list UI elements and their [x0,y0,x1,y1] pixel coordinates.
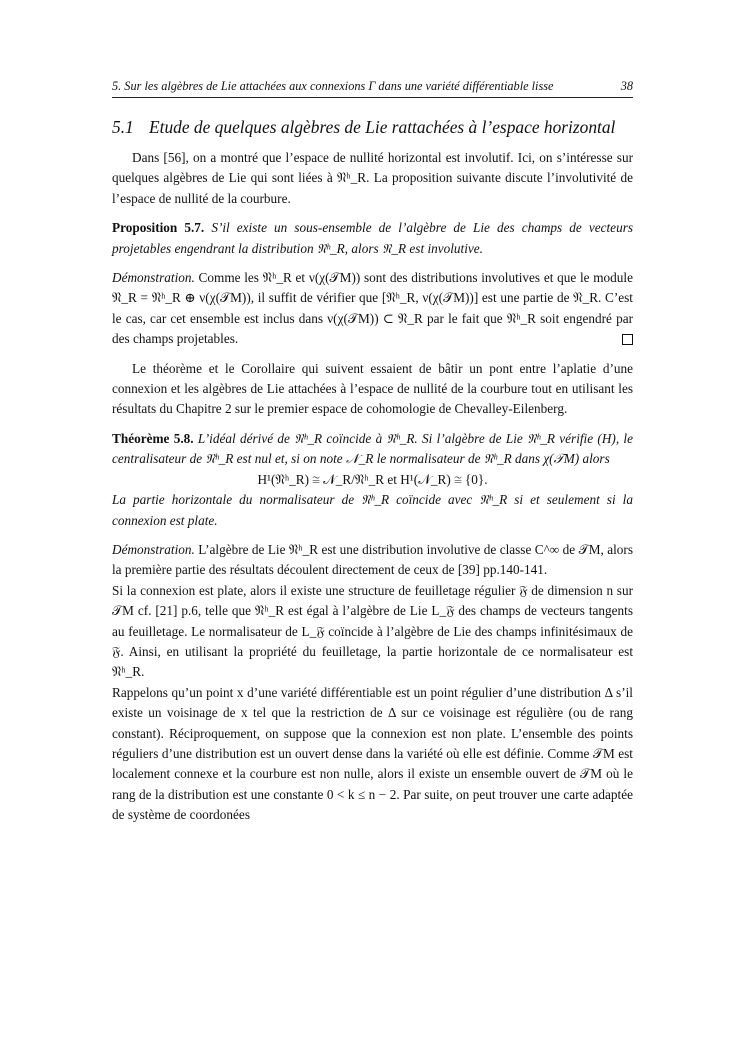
theorem-statement: L’idéal dérivé de 𝔑ʰ_R coïncide à 𝔑ʰ_R. Si l’algèbre de Lie 𝔑ʰ_R vérifie (H), le centralisateur de 𝔑ʰ_R est nul et, si on note 𝒩_R le normalisateur de 𝔑ʰ_R dans χ(𝒯M) alors [112,430,633,467]
proof-1-label: Démonstration. [112,270,195,286]
proof-2-p1 [112,540,633,581]
proof-2-p3: Rappelons qu’un point x d’une variété différentiable est un point régulier d’une distribution Δ s’il existe un voisinage de x tel que la restriction de Δ sur ce voisinage est régulière (ou de rang constant). Réciproquement, on suppose que la connexion est non plate. L’ensemble des points réguliers d’une distribution est un ouvert dense dans la variété où elle est définie. Comme 𝒯M est localement connexe et la courbure est non nulle, alors il existe un ensemble ouvert de 𝒯M où le rang de la distribution est une constante 0 < k ≤ n − 2. Par suite, on peut trouver une carte adaptée de système de coordonées [112,684,633,823]
proposition-label: Proposition 5.7. [112,220,205,236]
theorem [112,429,633,470]
theorem-conclusion: La partie horizontale du normalisateur de 𝔑ʰ_R coïncide avec 𝔑ʰ_R si et seulement si la connexion est plate. [112,492,633,528]
section-heading [112,115,633,139]
proof-1 [112,268,633,350]
running-head [112,78,633,98]
proof-2-p2: Si la connexion est plate, alors il existe une structure de feuilletage régulier 𝔉 de dimension n sur 𝒯M cf. [21] p.6, telle que 𝔑ʰ_R est égal à l’algèbre de Lie L_𝔉 des champs de vecteurs tangents au feuilletage. Le normalisateur de L_𝔉 coïncide à l’algèbre de Lie des champs infinitésimaux de 𝔉. Ainsi, en utilisant la propriété du feuilletage, la partie horizontale de ce normalisateur est 𝔑ʰ_R. [112,582,633,680]
proposition-statement: S’il existe un sous-ensemble de l’algèbre de Lie des champs de vecteurs projetables engendrant la distribution 𝔑ʰ_R, alors 𝔑_R est involutive. [112,220,634,256]
page [112,78,633,826]
qed-symbol [622,334,633,345]
section-title: Etude de quelques algèbres de Lie rattachées à l’espace horizontal [149,117,616,137]
proof-2-label: Démonstration. [112,541,195,557]
chapter-title: 5. Sur les algèbres de Lie attachées aux connexions Γ dans une variété différentiable lisse [112,79,554,93]
bridge-paragraph: Le théorème et le Corollaire qui suivent essaient de bâtir un pont entre l’aplatie d’une connexion et les algèbres de Lie attachées à l’espace de nullité de la courbure tout en utilisant les résultats du Chapitre 2 sur le premier espace de cohomologie de Chevalley-Eilenberg. [112,360,633,417]
theorem-formula: H¹(𝔑ʰ_R) ≅ 𝒩_R/𝔑ʰ_R et H¹(𝒩_R) ≅ {0}. [257,471,488,487]
proposition [112,218,633,259]
proof-2-text-1: L’algèbre de Lie 𝔑ʰ_R est une distribution involutive de classe C^∞ de 𝒯M, alors la première partie des résultats découlent directement de ceux de [39] pp.140-141. [112,541,633,578]
page-number: 38 [620,79,633,93]
proof-1-text: Comme les 𝔑ʰ_R et ν(χ(𝒯M)) sont des distributions involutives et que le module 𝔑_R = 𝔑ʰ_R ⊕ ν(χ(𝒯M)), il suffit de vérifier que [𝔑ʰ_R, ν(χ(𝒯M))] est une partie de 𝔑_R. C’est le cas, car cet ensemble est inclus dans ν(χ(𝒯M)) ⊂ 𝔑_R par le fait que 𝔑ʰ_R soit engendré par des champs projetables. [112,270,633,347]
intro-paragraph: Dans [56], on a montré que l’espace de nullité horizontal est involutif. Ici, on s’intéresse sur quelques algèbres de Lie qui sont liées à 𝔑ʰ_R. La proposition suivante discute l’involutivité de l’espace de nullité de la courbure. [112,150,633,206]
section-number: 5.1 [112,117,134,137]
theorem-label: Théorème 5.8. [112,430,194,446]
